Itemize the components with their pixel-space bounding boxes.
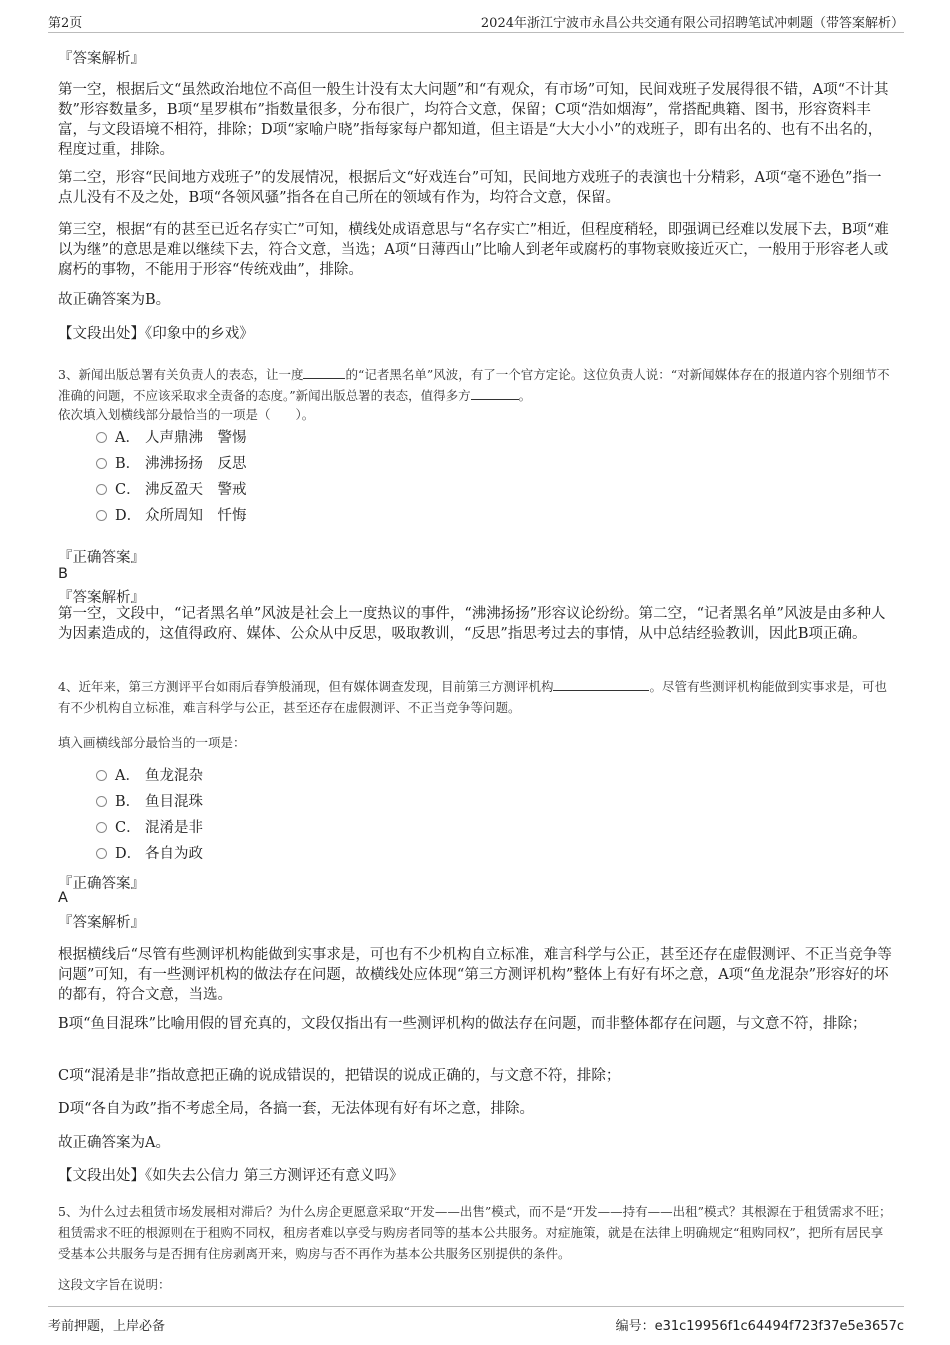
q5-stem: 5、为什么过去租赁市场发展相对滞后？为什么房企更愿意采取“开发——出售”模式，而不是“开发——持有——出租”模式？其根源在于租赁需求不旺；租赁需求不旺的根源则在于租购不同权，租房者难以享受与购房者同等的基本公共服务。对症施策，就是在法律上明确规定“租购同权”，把所有居民享受基本公共服务与是否拥有住房剥离开来，购房与否不再作为基本公共服务区别提供的条件。 [58, 1204, 892, 1261]
q4-stem: 4、近年来，第三方测评平台如雨后春笋般涌现，但有媒体调查发现，目前第三方测评机构 。尽管有些测评机构能做到实事求是，可也有不少机构自立标准，难言科学与公正，甚至还存在虚假测评、不正当竞争等问题。 [58, 679, 887, 715]
q4-option-c[interactable]: C． 混淆是非 [96, 818, 203, 838]
blank-line [303, 366, 345, 379]
q2-answer-line: 故正确答案为B。 [58, 292, 171, 308]
q3-option-b[interactable]: B． 沸沸扬扬 反思 [96, 454, 247, 474]
q2-source: 【文段出处】《印象中的乡戏》 [58, 326, 254, 342]
footer-slogan: 考前押题，上岸必备 [48, 1319, 166, 1334]
page-number: 第2页 [48, 16, 83, 31]
q3-option-d[interactable]: D． 众所周知 忏悔 [96, 506, 247, 526]
q4-analysis-para-3: C项“混淆是非”指故意把正确的说成错误的，把错误的说成正确的，与文意不符，排除； [58, 1068, 621, 1084]
radio-icon[interactable] [96, 770, 107, 781]
q3-option-a[interactable]: A． 人声鼎沸 警惕 [96, 428, 247, 448]
q4-analysis-para-2: B项“鱼目混珠”比喻用假的冒充真的，文段仅指出有一些测评机构的做法存在问题，而非整体都存在问题，与文意不符，排除； [58, 1016, 867, 1032]
q2-analysis-para-2: 第二空，形容“民间地方戏班子”的发展情况，根据后文“好戏连台”可知，民间地方戏班子的表演也十分精彩，A项“毫不逊色”指一点儿没有不及之处，B项“各领风骚”指各在自己所在的领域有作为，均符合文意，保留。 [58, 170, 882, 206]
q4-option-b[interactable]: B． 鱼目混珠 [96, 792, 203, 812]
q3-correct-answer: B [58, 566, 68, 582]
q2-analysis-para-1: 第一空，根据后文“虽然政治地位不高但一般生计没有太大问题”和“有观众，有市场”可知，民间戏班子发展得很不错，A项“不计其数”形容数量多，B项“星罗棋布”指数量很多，分布很广，均符合文意，保留；C项“浩如烟海”，常搭配典籍、图书，形容资料丰富，与文段语境不相符，排除；D项“家喻户晓”指每家每户都知道，但主语是“大大小小”的戏班子，即有出名的、也有不出名的，程度过重，排除。 [58, 82, 889, 158]
blank-line [471, 387, 519, 400]
radio-icon[interactable] [96, 848, 107, 859]
page-footer [48, 1306, 904, 1335]
q4-option-d[interactable]: D． 各自为政 [96, 844, 203, 864]
q3-option-c[interactable]: C． 沸反盈天 警戒 [96, 480, 247, 500]
q3-analysis: 第一空，文段中，“记者黑名单”风波是社会上一度热议的事件，“沸沸扬扬”形容议论纷纷。第二空，“记者黑名单”风波是由多种人为因素造成的，这值得政府、媒体、公众从中反思，吸取教训，“反思”指思考过去的事情，从中总结经验教训，因此B项正确。 [58, 606, 886, 642]
q4-correct-answer: A [58, 890, 68, 906]
q4-answer-line: 故正确答案为A。 [58, 1135, 170, 1151]
q2-analysis-para-3: 第三空，根据“有的甚至已近名存实亡”可知，横线处成语意思与“名存实亡”相近，但程度稍轻，即强调已经难以发展下去，B项“难以为继”的意思是难以继续下去，符合文意，当选；A项“日薄西山”比喻人到老年或腐朽的事物衰败接近灭亡，一般用于形容老人或腐朽的事物，不能用于形容“传统戏曲”，排除。 [58, 222, 889, 278]
radio-icon[interactable] [96, 432, 107, 443]
radio-icon[interactable] [96, 458, 107, 469]
q4-prompt: 填入画横线部分最恰当的一项是： [58, 735, 246, 750]
q5-prompt: 这段文字旨在说明： [58, 1277, 171, 1292]
radio-icon[interactable] [96, 510, 107, 521]
q3-analysis-label: 『答案解析』 [58, 590, 145, 606]
document-code: 编号：e31c19956f1c64494f723f37e5e3657c [615, 1319, 904, 1334]
radio-icon[interactable] [96, 822, 107, 833]
q4-correct-label: 『正确答案』 [58, 876, 145, 892]
radio-icon[interactable] [96, 796, 107, 807]
page-header [48, 10, 904, 33]
q4-analysis-para-4: D项“各自为政”指不考虑全局，各搞一套，无法体现有好有坏之意，排除。 [58, 1101, 534, 1117]
q4-option-a[interactable]: A． 鱼龙混杂 [96, 766, 203, 786]
radio-icon[interactable] [96, 484, 107, 495]
q4-analysis-label: 『答案解析』 [58, 915, 145, 931]
q4-source: 【文段出处】《如失去公信力 第三方测评还有意义吗》 [58, 1168, 404, 1184]
q3-prompt: 依次填入划横线部分最恰当的一项是（ ）。 [58, 407, 315, 422]
q2-analysis-label: 『答案解析』 [58, 51, 145, 67]
document-title: 2024年浙江宁波市永昌公共交通有限公司招聘笔试冲刺题（带答案解析） [480, 16, 904, 31]
blank-line [553, 678, 649, 691]
q3-correct-label: 『正确答案』 [58, 550, 145, 566]
q3-stem: 3、新闻出版总署有关负责人的表态，让一度 的“记者黑名单”风波，有了一个官方定论。这位负责人说：“对新闻媒体存在的报道内容个别细节不准确的问题，不应该采取求全责备的态度。”新闻出版总署的表态，值得多方 。 [58, 367, 890, 403]
q4-analysis-para-1: 根据横线后“尽管有些测评机构能做到实事求是，可也有不少机构自立标准，难言科学与公正，甚至还存在虚假测评、不正当竞争等问题”可知，有一些测评机构的做法存在问题，故横线处应体现“第三方测评机构”整体上有好有坏之意，A项“鱼龙混杂”形容好的坏的都有，符合文意，当选。 [58, 947, 892, 1003]
